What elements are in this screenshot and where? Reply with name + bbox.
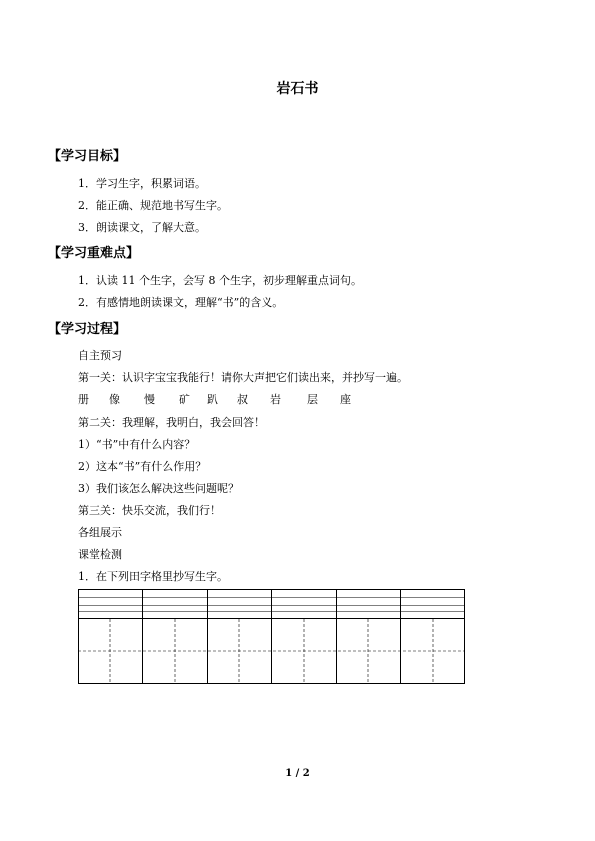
level1-instruction: 第一关：认识字宝宝我能行！请你大声把它们读出来，并抄写一遍。 — [78, 371, 408, 384]
new-character: 岩 — [270, 393, 281, 406]
section-heading-key-points: 【学习重难点】 — [48, 246, 140, 261]
section-heading-goals: 【学习目标】 — [48, 149, 127, 164]
goal-item-3: 3．朗读课文，了解大意。 — [78, 221, 206, 234]
new-character: 趴 — [207, 393, 218, 406]
new-character: 层 — [307, 393, 318, 406]
page-title: 岩石书 — [276, 81, 319, 97]
exercise-1-instruction: 1．在下列田字格里抄写生字。 — [78, 570, 228, 583]
level2-instruction: 第二关：我理解，我明白，我会回答！ — [78, 416, 265, 429]
new-character: 叔 — [237, 393, 248, 406]
section-heading-process: 【学习过程】 — [48, 322, 127, 337]
key-point-item-1: 1．认读 11 个生字，会写 8 个生字，初步理解重点词句。 — [78, 274, 362, 287]
question-1: 1）“书”中有什么内容？ — [78, 438, 196, 451]
new-character: 座 — [340, 393, 351, 406]
new-character: 册 — [78, 393, 89, 406]
goal-item-1: 1．学习生字，积累词语。 — [78, 177, 206, 190]
group-show-label: 各组展示 — [78, 526, 122, 539]
new-character: 像 — [109, 393, 120, 406]
goal-item-2: 2．能正确、规范地书写生字。 — [78, 199, 228, 212]
level3-instruction: 第三关：快乐交流，我们行！ — [78, 504, 221, 517]
new-character: 慢 — [144, 393, 155, 406]
page-number: 1 / 2 — [285, 768, 310, 779]
question-2: 2）这本“书”有什么作用？ — [78, 460, 207, 473]
class-test-label: 课堂检测 — [78, 548, 122, 561]
question-3: 3）我们该怎么解决这些问题呢？ — [78, 482, 239, 495]
self-study-label: 自主预习 — [78, 349, 122, 362]
key-point-item-2: 2．有感情地朗读课文，理解“书”的含义。 — [78, 296, 284, 309]
new-character: 矿 — [179, 393, 190, 406]
tianzige-writing-grid[interactable] — [78, 589, 465, 684]
